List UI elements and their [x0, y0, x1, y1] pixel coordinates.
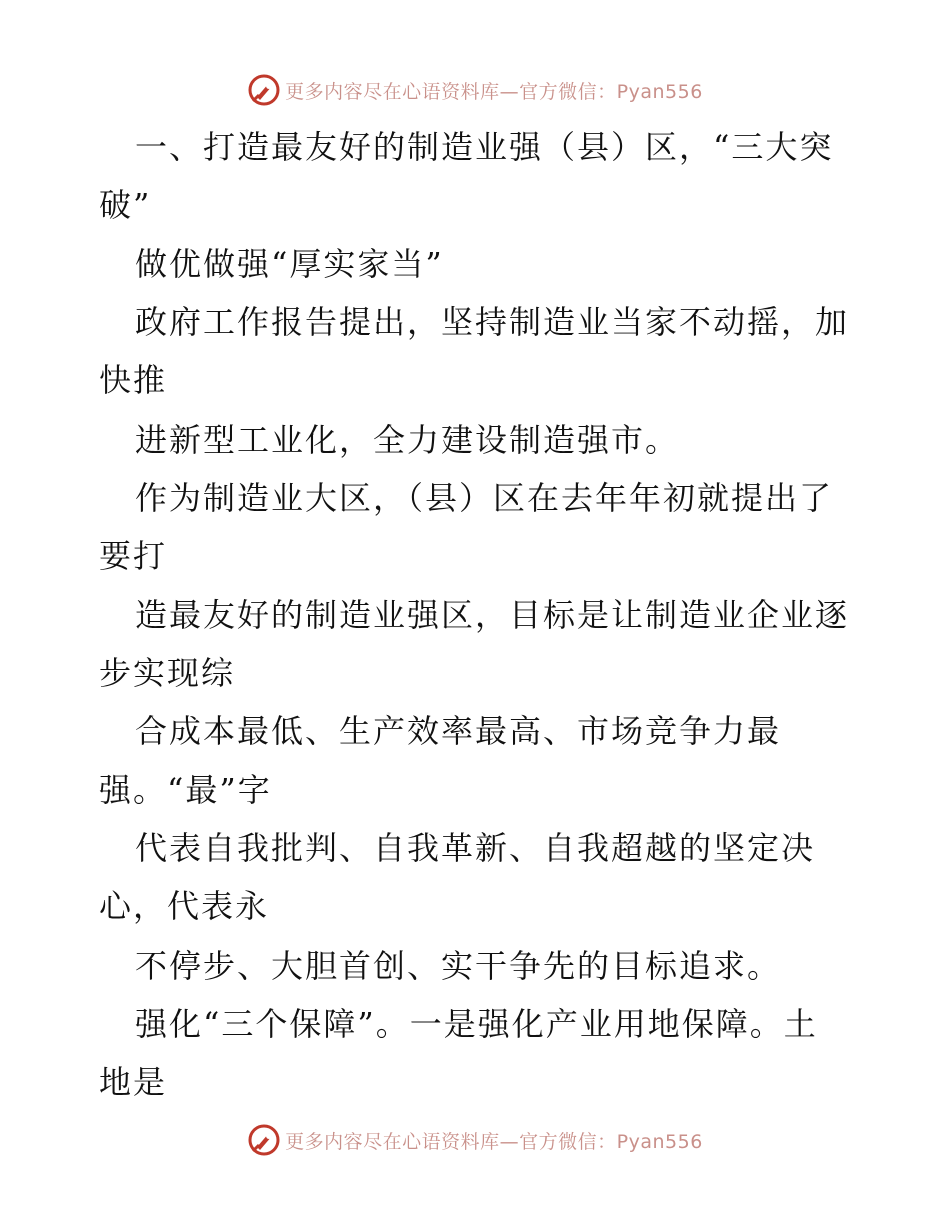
text-line: 造最友好的制造业强区，目标是让制造业企业逐: [135, 596, 850, 634]
text-line: 政府工作报告提出，坚持制造业当家不动摇，加: [135, 303, 850, 341]
text-line: 要打: [99, 537, 168, 575]
header-banner: [0, 70, 950, 110]
text-line: 破”: [99, 186, 152, 224]
text-line: 作为制造业大区，（县）区在去年年初就提出了: [135, 479, 834, 517]
text-line: 地是: [99, 1063, 168, 1101]
footer-banner: [0, 1120, 950, 1160]
text-line: 心，代表永: [99, 887, 270, 925]
text-line: 进新型工业化，全力建设制造强市。: [135, 421, 680, 459]
text-line: 一、打造最友好的制造业强（县）区，“三大突: [135, 128, 834, 166]
text-line: 快推: [99, 361, 168, 399]
text-line: 不停步、大胆首创、实干争先的目标追求。: [135, 947, 782, 985]
text-line: 代表自我批判、自我革新、自我超越的坚定决: [135, 829, 816, 867]
pen-logo-icon: [247, 1123, 281, 1157]
text-line: 步实现综: [99, 654, 236, 692]
text-line: 合成本最低、生产效率最高、市场竞争力最: [135, 712, 782, 750]
footer-banner-text: 更多内容尽在心语资料库—官方微信：Pyan556: [285, 1130, 703, 1153]
text-line: 强化“三个保障”。一是强化产业用地保障。土: [135, 1005, 818, 1043]
pen-logo-icon: [247, 73, 281, 107]
header-banner-text: 更多内容尽在心语资料库—官方微信：Pyan556: [285, 80, 703, 103]
text-line: 强。“最”字: [99, 771, 272, 809]
text-line: 做优做强“厚实家当”: [135, 245, 444, 283]
